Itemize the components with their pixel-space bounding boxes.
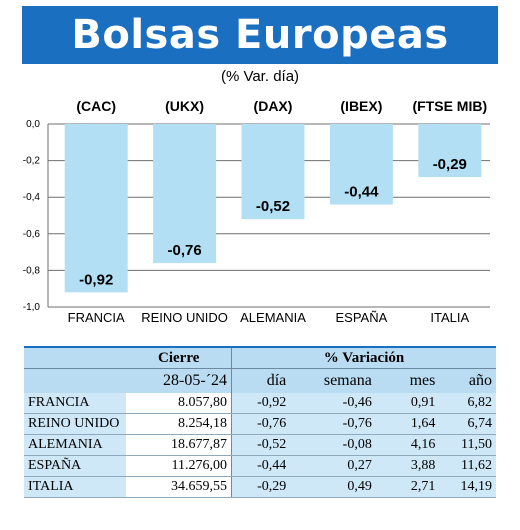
page-title: Bolsas Europeas <box>22 6 498 64</box>
index-code-label: (CAC) <box>76 98 117 114</box>
row-year: 6,74 <box>439 414 496 435</box>
row-name: REINO UNIDO <box>24 414 126 435</box>
row-week: -0,46 <box>290 393 376 414</box>
index-code-label: (FTSE MIB) <box>412 98 488 114</box>
y-tick-label: 0,0 <box>26 119 40 130</box>
x-category-label: ITALIA <box>430 310 470 325</box>
y-tick-label: -0,6 <box>22 228 40 240</box>
column-header-week: semana <box>290 369 376 394</box>
table-row <box>24 456 496 477</box>
index-code-label: (UKX) <box>165 98 205 114</box>
row-day: -0,52 <box>232 435 291 456</box>
x-category-label: ESPAÑA <box>335 310 388 325</box>
chart-subtitle: (% Var. día) <box>220 68 300 85</box>
row-week: 0,27 <box>290 456 376 477</box>
row-day: -0,29 <box>232 477 291 498</box>
row-month: 0,91 <box>376 393 440 414</box>
variation-header: % Variación <box>232 347 496 369</box>
table-row <box>24 414 496 435</box>
bar <box>65 124 128 292</box>
row-day: -0,92 <box>232 393 291 414</box>
x-category-label: ALEMANIA <box>240 310 306 325</box>
table-row <box>24 393 496 414</box>
row-week: 0,49 <box>290 477 376 498</box>
row-year: 6,82 <box>439 393 496 414</box>
y-tick-label: -0,2 <box>22 155 40 167</box>
bar-value-label: -0,29 <box>432 156 467 174</box>
row-week: -0,76 <box>290 414 376 435</box>
y-tick-label: -0,8 <box>22 265 40 277</box>
row-day: -0,44 <box>232 456 291 477</box>
row-close: 8.057,80 <box>126 393 231 414</box>
table-corner <box>24 347 126 369</box>
y-tick-label: -0,4 <box>22 192 40 204</box>
row-name: ALEMANIA <box>24 435 126 456</box>
y-tick-label: -1,0 <box>22 302 40 313</box>
row-month: 3,88 <box>376 456 440 477</box>
row-name: ESPAÑA <box>24 456 126 477</box>
bar-value-label: -0,92 <box>79 271 114 289</box>
close-header: Cierre <box>126 347 231 369</box>
row-month: 2,71 <box>376 477 440 498</box>
table-row <box>24 477 496 498</box>
row-month: 1,64 <box>376 414 440 435</box>
x-category-label: FRANCIA <box>67 310 125 325</box>
bar-value-label: -0,44 <box>344 183 379 201</box>
index-code-label: (DAX) <box>253 98 293 114</box>
row-close: 8.254,18 <box>126 414 231 435</box>
column-header-day: día <box>232 369 291 394</box>
row-close: 18.677,87 <box>126 435 231 456</box>
row-close: 11.276,00 <box>126 456 231 477</box>
row-name: ITALIA <box>24 477 126 498</box>
column-header-month: mes <box>376 369 440 394</box>
x-category-label: REINO UNIDO <box>141 310 228 325</box>
column-header-empty <box>24 369 126 394</box>
row-year: 11,50 <box>439 435 496 456</box>
row-name: FRANCIA <box>24 393 126 414</box>
row-week: -0,08 <box>290 435 376 456</box>
table-group-header <box>24 347 496 369</box>
index-code-label: (IBEX) <box>340 98 383 114</box>
column-header-date: 28-05-´24 <box>126 369 231 394</box>
table-row <box>24 435 496 456</box>
row-year: 11,62 <box>439 456 496 477</box>
table-column-header <box>24 369 496 394</box>
index-table <box>24 346 496 498</box>
row-year: 14,19 <box>439 477 496 498</box>
column-header-year: año <box>439 369 496 394</box>
row-close: 34.659,55 <box>126 477 231 498</box>
row-month: 4,16 <box>376 435 440 456</box>
bar-value-label: -0,52 <box>255 198 291 216</box>
bar-value-label: -0,76 <box>167 242 202 260</box>
row-day: -0,76 <box>232 414 291 435</box>
